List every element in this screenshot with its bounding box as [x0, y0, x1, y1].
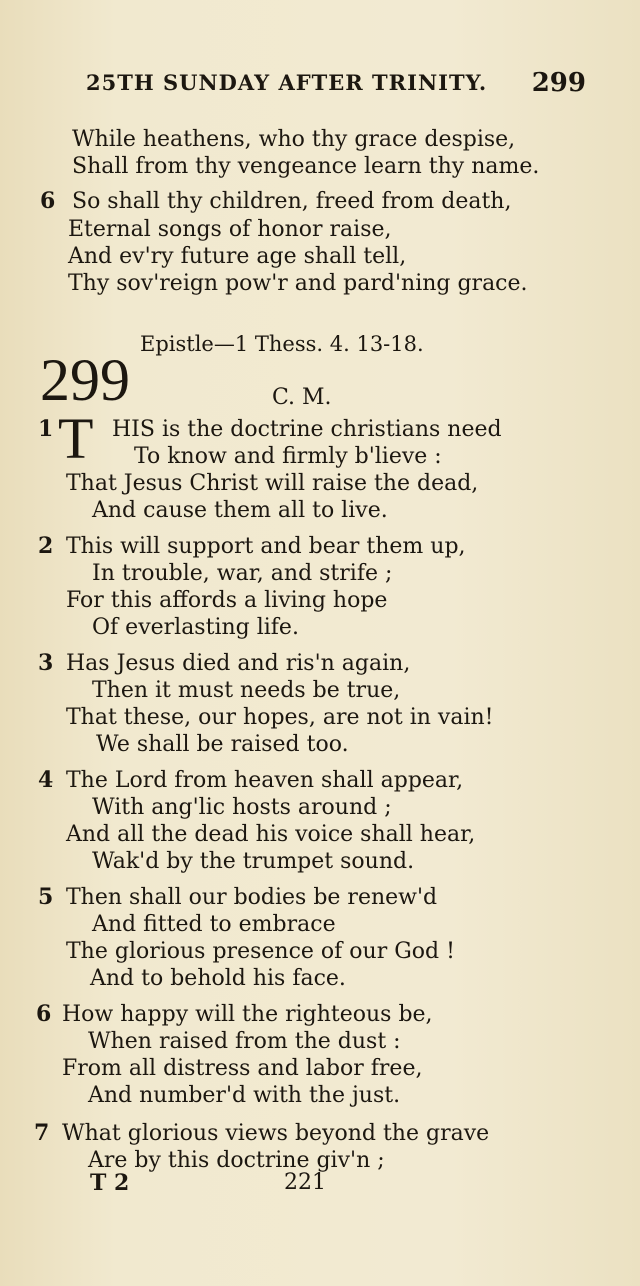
verse-line: That Jesus Christ will raise the dead, [66, 471, 479, 496]
verse-line: For this affords a living hope [66, 588, 388, 613]
hymn-number: 299 [40, 347, 130, 413]
verse-line: Are by this doctrine giv'n ; [88, 1148, 385, 1173]
running-header [86, 70, 586, 106]
prev-verse-line: So shall thy children, freed from death, [72, 189, 512, 214]
verse-number: 3 [38, 650, 54, 676]
header-page-number: 299 [531, 68, 586, 98]
verse-line: When raised from the dust : [88, 1029, 401, 1054]
verse-line: Wak'd by the trumpet sound. [92, 849, 415, 874]
verse-line: We shall be raised too. [96, 732, 349, 757]
verse-line: In trouble, war, and strife ; [92, 561, 393, 586]
verse-line: HIS is the doctrine christians need [112, 417, 502, 442]
verse-line: This will support and bear them up, [66, 534, 466, 559]
epistle-reference: Epistle—1 Thess. 4. 13-18. [140, 332, 424, 356]
verse-line: And cause them all to live. [92, 498, 388, 523]
verse-line: The Lord from heaven shall appear, [66, 768, 464, 793]
prev-verse-line: Eternal songs of honor raise, [68, 217, 392, 242]
verse-number: 5 [38, 884, 54, 910]
verse-number: 7 [34, 1120, 50, 1146]
verse-number: 2 [38, 533, 54, 559]
prev-line-2: Shall from thy vengeance learn thy name. [72, 154, 540, 179]
verse-line: How happy will the righteous be, [62, 1002, 433, 1027]
verse-number: 6 [40, 188, 56, 214]
verse-line: From all distress and labor free, [62, 1056, 423, 1081]
verse-line: Of everlasting life. [92, 615, 299, 640]
verse-line: Then it must needs be true, [92, 678, 401, 703]
footer-page-number: 221 [284, 1170, 326, 1195]
prev-verse-line: Thy sov'reign pow'r and pard'ning grace. [68, 271, 528, 296]
verse-number: 1 [38, 416, 54, 442]
verse-line: The glorious presence of our God ! [66, 939, 455, 964]
verse-line: And number'd with the just. [88, 1083, 401, 1108]
verse-line: What glorious views beyond the grave [62, 1121, 490, 1146]
verse-line: With ang'lic hosts around ; [92, 795, 392, 820]
header-title: 25TH SUNDAY AFTER TRINITY. [86, 70, 488, 95]
verse-line: And fitted to embrace [92, 912, 336, 937]
verse-line: And to behold his face. [90, 966, 346, 991]
verse-number: 6 [36, 1001, 52, 1027]
signature-mark: T 2 [90, 1170, 130, 1196]
hymn-meter: C. M. [272, 385, 332, 410]
prev-verse-line: And ev'ry future age shall tell, [68, 244, 407, 269]
verse-line: To know and firmly b'lieve : [134, 444, 442, 469]
verse-line: Has Jesus died and ris'n again, [66, 651, 411, 676]
prev-line-1: While heathens, who thy grace despise, [72, 127, 516, 152]
verse-line: Then shall our bodies be renew'd [66, 885, 438, 910]
verse-line: And all the dead his voice shall hear, [66, 822, 476, 847]
drop-cap: T [58, 406, 94, 471]
verse-number: 4 [38, 767, 54, 793]
verse-line: That these, our hopes, are not in vain! [66, 705, 494, 730]
